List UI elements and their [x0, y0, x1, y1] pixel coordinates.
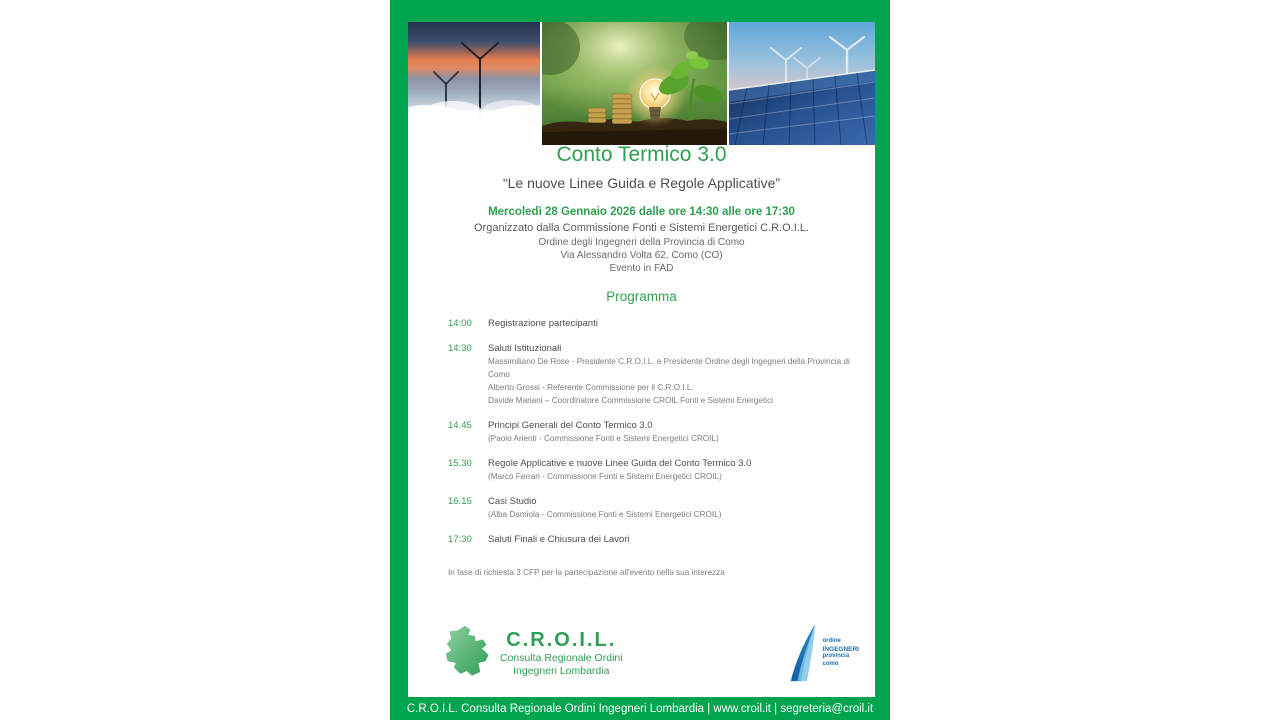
- footer-text: C.R.O.I.L. Consulta Regionale Ordini Ingegneri Lombardia | www.croil.it | segreteria@croil.it: [406, 702, 874, 715]
- como-logo-text: [823, 638, 859, 668]
- program-title: Saluti Finali e Chiusura dei Lavori: [488, 534, 630, 545]
- croil-logo-name: C.R.O.I.L.: [506, 628, 617, 651]
- program-time: 15.30: [448, 458, 472, 469]
- event-info: [408, 206, 875, 275]
- header-photo-strip: [408, 22, 875, 145]
- program-title: Casi Studio: [488, 496, 537, 507]
- program-item: [448, 533, 861, 546]
- lombardia-map-icon: [434, 623, 492, 683]
- program-speaker: Massimiliano De Rose - Presidente C.R.O.I.L. e Presidente Ordine degli Ingegneri della Provincia di Como: [488, 357, 850, 379]
- program-item: [448, 342, 861, 407]
- program-time: 14:00: [448, 318, 472, 329]
- como-logo-line4: como: [822, 660, 839, 667]
- subtitle: “Le nuove Linee Guida e Regole Applicative”: [502, 175, 781, 191]
- page-title: Conto Termico 3.0: [556, 143, 727, 166]
- plant-lightbulb-coins-photo: [542, 22, 727, 145]
- event-flyer: [390, 0, 890, 720]
- program-item: [448, 495, 861, 521]
- program-time: 14.45: [448, 420, 472, 431]
- program-title: Registrazione partecipanti: [488, 318, 598, 329]
- croil-logo-line1: Consulta Regionale Ordini: [500, 651, 623, 664]
- program-title: Principi Generali del Conto Termico 3.0: [488, 420, 653, 431]
- croil-logo-text: [500, 629, 623, 678]
- program-title: Saluti Istituzionali: [488, 343, 562, 354]
- program-speaker: (Marco Ferrari - Commissione Fonti e Sistemi Energetici CROIL): [488, 472, 722, 481]
- program-time: 16.15: [448, 496, 472, 507]
- cfp-note: In fase di richiesta 3 CFP per la partecipazione all'evento nella sua interezza: [448, 568, 725, 577]
- event-mode: Evento in FAD: [609, 263, 674, 274]
- solar-panels-photo: [729, 22, 875, 145]
- program-speaker: Davide Mariani – Coordinatore Commissione CROIL Fonti e Sistemi Energetici: [488, 396, 774, 405]
- ordine-ingegneri-como-logo: [788, 622, 859, 684]
- program-speaker: (Alba Damiola - Commissione Fonti e Sistemi Energetici CROIL): [488, 510, 722, 519]
- event-address: Via Alessandro Volta 62, Como (CO): [560, 250, 723, 261]
- como-logo-line3: provincia: [822, 653, 850, 659]
- program-speaker: Alberto Grossi - Referente Commissione per il C.R.O.I.L.: [488, 383, 694, 392]
- program-speaker: (Paolo Arienti - Commissione Fonti e Sistemi Energetici CROIL): [488, 434, 719, 443]
- program-item: [448, 419, 861, 445]
- program-title: Regole Applicative e nuove Linee Guida del Conto Termico 3.0: [488, 458, 752, 469]
- program-item: [448, 457, 861, 483]
- como-logo-line1: ordine: [822, 638, 841, 644]
- program-list: [448, 317, 861, 558]
- program-time: 14:30: [448, 343, 472, 354]
- program-time: 17:30: [448, 534, 472, 545]
- sail-icon: [788, 622, 818, 684]
- event-datetime: Mercoledì 28 Gennaio 2026 dalle ore 14:30 alle ore 17:30: [488, 206, 795, 218]
- como-logo-line2: INGEGNERI: [822, 645, 859, 653]
- footer-bar: [390, 697, 890, 720]
- croil-logo: [434, 623, 623, 683]
- wind-turbines-sunset-photo: [408, 22, 540, 145]
- flyer-content-panel: [408, 22, 875, 697]
- program-item: [448, 317, 861, 330]
- program-heading: Programma: [606, 289, 677, 304]
- event-host: Ordine degli Ingegneri della Provincia di Como: [538, 237, 745, 248]
- logos-row: [434, 614, 859, 692]
- event-organizer: Organizzato dalla Commissione Fonti e Sistemi Energetici C.R.O.I.L.: [473, 222, 810, 234]
- croil-logo-line2: Ingegneri Lombardia: [513, 664, 610, 677]
